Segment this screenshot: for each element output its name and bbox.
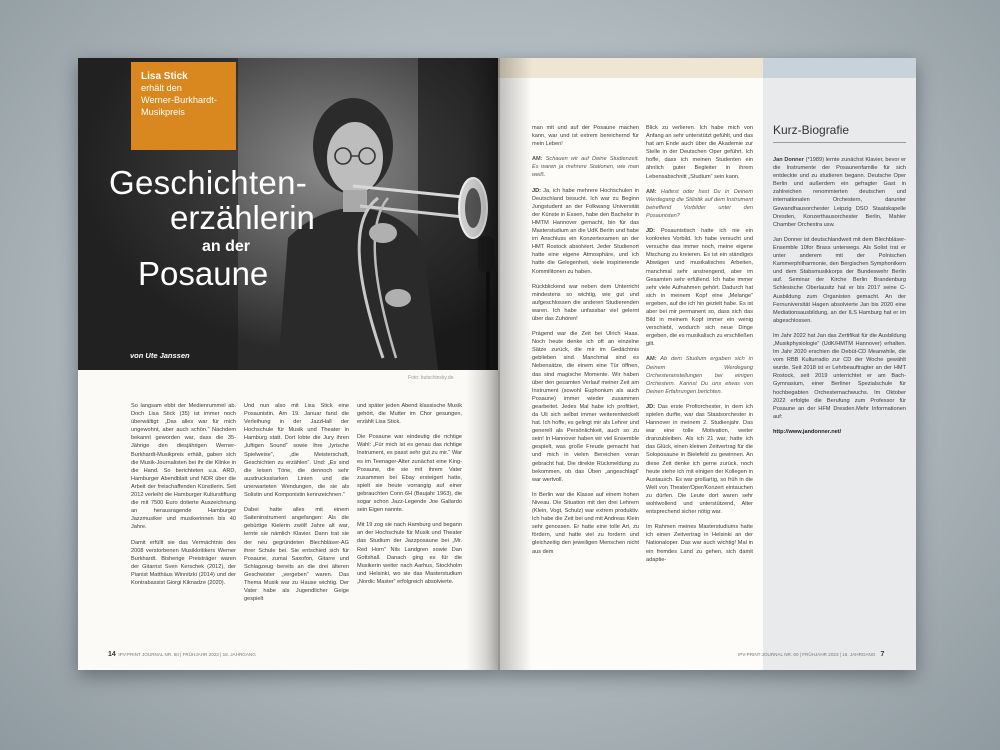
bio-sidebar [763, 58, 916, 670]
page-folio-right [738, 651, 884, 658]
website-link[interactable]: http://www.jandonner.net/ [773, 428, 842, 435]
paragraph: Dabei hatte alles mit einem Saiteninstrument angefangen: Als die gebürtige Kielerin zwölf Jahre alt war, lernte sie nämlich Klavier. Dann trat sie der neu gegründeten Blechbläser-AG ihrer Schule bei. Sie entschied sich für Posaune, zumal Saxofon, Gitarre und Schlagzeug bereits an die drei älteren Geschwister „vergeben“ waren. Das Thema Musik war zu Hause wichtig. Der Vater habe als Jugendlicher Geige gespielt [244, 507, 349, 603]
left-column-1 [131, 402, 236, 594]
paragraph: Blick zu verlieren. Ich habe mich von Anfang an sehr unterstützt gefühlt, und das hat am Ende auch über die Akademie zur Stelle in der Deutschen Oper geführt. Ich hoffe, dass ich meinen Studenten ein ähnlich guter Begleiter in ihrem Lebensabschnitt „Studium“ sein kann. [646, 125, 753, 180]
trombonist-photo [78, 58, 498, 370]
sidebar-divider [773, 142, 906, 143]
paragraph: Mit 19 zog sie nach Hamburg und begann an der Hochschule für Musik und Theater das Studium der Jazzposaune bei „Mr. Red Horn“ Nils Landgren sowie Dan Gottshall. Danach ging es für die Musikerin weiter nach Aarhus, Stockholm und Helsinki, wo sie das Masterstudium „Nordic Master“ erfolgreich absolvierte. [357, 522, 462, 585]
interview-answer: JD: Posaunistisch hatte ich nie ein konkretes Vorbild. Ich habe versucht und versuche das immer noch, meine eigene Mischung zu kreieren. Es ist ein ständiges Abwägen und musikalisches Arbeiten, manchmal sehr anstrengend, aber im Gesamten sehr erfüllend. Ich habe immer sehr viele Aufnahmen gehört. Dadurch hat sich in meinem Kopf eine „Melange“ ergeben, auf die ich hin gezielt habe. Es ist aber bei mir permanent so, dass sich das Bild in meinem Kopf immer ein wenig verschiebt, wodurch sich neue Dinge ergeben, die es musikalisch zu erschließen gilt. [646, 228, 753, 348]
bio-lead: Jan Donner [773, 157, 804, 163]
speaker: AM: [646, 356, 657, 363]
left-column-2 [244, 402, 349, 610]
award-tag-name: Lisa Stick [141, 71, 188, 82]
award-tag-line: Werner-Burkhardt- [141, 95, 217, 105]
award-tag [131, 62, 236, 150]
paragraph: Damit erfüllt sie das Vermächtnis des 2008 verstorbenen Musikkritikers Werner Burkhardt. Bisherige Preisträger waren der Gitarrist Sven Kerschek (2012), der Pianist Matthäus Winnitzki (2014) und der Kontrabassist Giorgi Kiknadze (2020). [131, 539, 236, 586]
paragraph: Die Posaune war eindeutig die richtige Wahl: „Für mich ist es genau das richtige Instrument, es passt sehr gut zu mir.“ War es im Teenager-Alter zunächst eine King-Posaune, die sie mit ihrem Vater zusammen bei Ebay ersteigert hatte, spielt sie heute vorrangig auf einer gebrauchten Conn 6H (Baujahr 1963), die sogar schon Jazz-Legende Joe Gallardo sein Eigen nannte. [357, 434, 462, 514]
headline-line-3: an der [202, 238, 251, 255]
folio-text: IPV-PRINT JOURNAL NR. 60 | FRÜHJAHR 2023 | 18. JAHRGANG [118, 652, 256, 657]
magazine-spread [78, 58, 916, 670]
paragraph: Rückblickend war neben dem Unterricht mindestens so wichtig, wie gut und aufgeschlossen die anderen Studierenden waren. Ich habe unfassbar viel gelernt über das Zuhören! [532, 283, 639, 322]
left-page [78, 58, 498, 670]
sidebar-header-band [763, 58, 916, 78]
left-column-3 [357, 402, 462, 593]
speaker: JD: [532, 187, 542, 194]
paragraph: und später jeden Abend klassische Musik gehört, die Mutter im Chor gesungen, erzählt Lisa Stick. [357, 403, 462, 426]
right-column-2 [646, 124, 753, 571]
right-page [498, 58, 916, 670]
interview-answer: JD: Das erste Profiorchester, in dem ich spielen durfte, war das Staatsorchester in Hannover in meinem 2. Studienjahr. Das war eine tolle Motivation, weiter dranzubleiben. Als ich 21 war, hatte ich das Glück, einen kleinen Zeitvertrag für die Soloposaune in Bielefeld zu gewinnen. An diese Zeit denke ich gerne zurück, noch heute stehe ich mit einigen der Kollegen in Austausch. Es war großartig, so früh in die Welt von Theater/Oper/Konzert eintauchen zu dürfen. Die Leute dort waren sehr wohlwollend und unterstützend, Alter entsprechend sicher nötig war. [646, 403, 753, 516]
interview-question: AM: Schauen wir auf Deine Studienzeit. Es waren ja mehrere Stationen, wie man weiß. [532, 156, 639, 179]
paragraph: So langsam ebbt der Medienrummel ab. Doch Lisa Stick (35) ist immer noch überwältigt: „Das alles war für mich ungewohnt, aber auch schön.“ Nachdem bekannt geworden war, dass die 35-Jährige den diesjährigen Werner-Burkhardt-Musikpreis erhält, gaben sich die Musik-Journalisten bei ihr die Klinke in die Hand. So berichteten u.a. ARD, Hamburger Abendblatt und NDR über die Arbeit der freischaffenden Künstlerin. Seit 2012 verleiht die Hamburger Kulturstiftung die mit 7500 Euro dotierte Auszeichnung an herausragende Hamburger Jazzmusiker und musikerinnen bis 40 Jahre. [131, 403, 236, 531]
headline-line-1: Geschichten- [109, 164, 308, 201]
bio-paragraph: Im Jahr 2022 hat Jan das Zertifikat für die Ausbildung „Musikphysiologie“ (UdK/HMTM Hannover) erhalten. Im Jahr 2020 erschien die Debüt-CD Meanwhile, die vom RBB Kulturradio zur CD der Woche gewählt wurde. Seit 2018 ist er Lehrbeauftragter an der HMT Rostock, seit 2019 unterrichtet er am Bach-Gymnasium, einer Berliner Spezialschule für hochbegabten Orchesternachwuchs. Im Oktober 2022 erfolgte die Berufung zum Professor für Posaune an der HFM Dresden.Mehr Informationen auf: [773, 332, 906, 420]
sidebar-text [773, 156, 906, 443]
page-number: 14 [108, 651, 116, 658]
speaker: JD: [646, 228, 656, 235]
interview-answer: JD: Ja, ich habe mehrere Hochschulen in Deutschland besucht. Ich war zu Beginn Jungstudent an der Folkwang Universität der Künste in Essen, habe den Bachelor in HMTM Hannover gemacht, bin für das Masterstudium an die UdK Berlin und habe im Anschluss ein Konzertexamen an der HMT Rostock absolviert. Jeder Studienort hatte eine eigene Atmosphäre, und ich hatte die Gelegenheit, viele inspirierende Kommilitonen zu haben. [532, 187, 639, 275]
bio-paragraph: Jan Donner (*1989) lernte zunächst Klavier, bevor er die Instrumente der Posaunenfamilie für sich entdeckte und zu studieren begann. Deutsche Oper Berlin und außerdem ein gefragter Gast in zahlreichen renommierten deutschen und internationalen Orchestern, darunter Gewandhausorchester Leipzig DSO Staatskapelle Dresden, Konzerthausorchester Berlin, Mahler Chamber Orchestra usw. [773, 157, 907, 228]
speaker: AM: [646, 188, 657, 195]
folio-text: IPV-PRINT JOURNAL NR. 60 | FRÜHJAHR 2023 | 18. JAHRGANG [738, 652, 876, 657]
headline-line-4: Posaune [138, 255, 269, 292]
paragraph: Prägend war die Zeit bei Ulrich Haas. Noch heute denke ich oft an einzelne Sätze zurück, die mir im Gedächtnis geblieben sind. Manchmal sind es Nebensätze, die einem eine Tür öffnen, das sind magische Momente. Wir haben über den gesamten Verlauf meiner Zeit am Instrument (sowohl Euphonium als auch Posaune) immer wieder zusammen gearbeitet. Jedes Mal habe ich profitiert, da Uli sich selbst immer weiterentwickelt hat. Ich hoffe, es gelingt mir als Lehrer und generell als Persönlichkeit, auch so zu sein! In Hannover haben wir viel Ensemble gespielt, was große Freude gemacht hat und mich in vielen Bereichen voran gebracht hat. Die direkte Rückmeldung zu bekommen, ob das Üben „angeschlagt“ war wertvoll. [532, 331, 639, 483]
photo-credit: Foto: butschinsky.de [408, 375, 454, 381]
speaker: JD: [646, 403, 656, 410]
sidebar-title: Kurz-Biografie [773, 123, 850, 137]
bio-paragraph: Jan Donner ist deutschlandweit mit dem Blechbläser-Ensemble 10for Brass unterwegs. Als Solist trat er unter anderem mit der Polnischen Kammerphilharmonie, den Bergischen Symphonikern und dem Stabsmusikkorps der Bundeswehr Berlin auf. Seminar der Kirche Berlin Brandenburg Schlesische Oberlausitz hat er bis 2017 seine C-Ausbildung zum Organisten gemacht. An der Fernuniversität Hagen absolvierte Jan bis 2020 eine Mediationsausbildung, an der ILS Hamburg hat er im abgeschlossen. [773, 236, 906, 324]
headline-line-2: erzählerin [170, 199, 315, 236]
interview-question: AM: Hattest oder hast Du in Deinem Werdegang die Stilistik auf dem Instrument betreffend Vorbilder unter den Posaunisten? [646, 188, 753, 219]
right-column-1 [532, 124, 639, 563]
paragraph: In Berlin war die Klasse auf einem hohen Niveau. Die Situation mit den drei Lehrern (Klein, Vogt, Schulz) war extrem produktiv. Ich habe die Zeit bei und mit Andreas Klein sehr genossen. Er hatte eine tolle Art, zu fördern, und hatte viel zu fordern und gleichzeitig den jeweiligen Menschen nicht aus dem [532, 491, 639, 555]
award-tag-line: Musikpreis [141, 107, 185, 117]
paragraph: Im Rahmen meines Masterstudiums hatte ich einen Zeitvertrag in Helsinki an der Nationaloper. Das war auch wichtig! Mal in ein fremdes Land zu gehen, sich damit adaptie- [646, 524, 753, 563]
paragraph: Und nun also mit Lisa Stick eine Posaunistin. Am 19. Januar fand die Verleihung in der JazzHall der Hochschule für Musik und Theater in Hamburg statt. Dort lobte die Jury ihren „luftigen Sound“ sowie ihre „lyrische Spielweise“, „die Meisterschaft, Geschichten zu erzählen“. Und: „Es sind die leisen Töne, die dennoch sehr ausdrucksstarken Linien und die unerwarteten Wendungen, die sie als Solistin und Komponistin kennzeichnen.“ [244, 403, 349, 499]
speaker: AM: [532, 156, 543, 163]
page-number: 7 [880, 651, 885, 658]
page-folio-left [108, 651, 256, 658]
paragraph: man mit und auf der Posaune machen kann, war und ist extrem bereichernd für mein Leben! [532, 125, 639, 148]
award-tag-line: erhält den [141, 83, 182, 93]
interview-question: AM: Ab dem Studium ergaben sich in Deinem Werdegang Orchesteranstellungen bei einigen Orchestern. Kannst Du uns etwas von Deinen Erfahrungen berichten. [646, 356, 753, 395]
byline: von Ute Janssen [130, 351, 190, 360]
